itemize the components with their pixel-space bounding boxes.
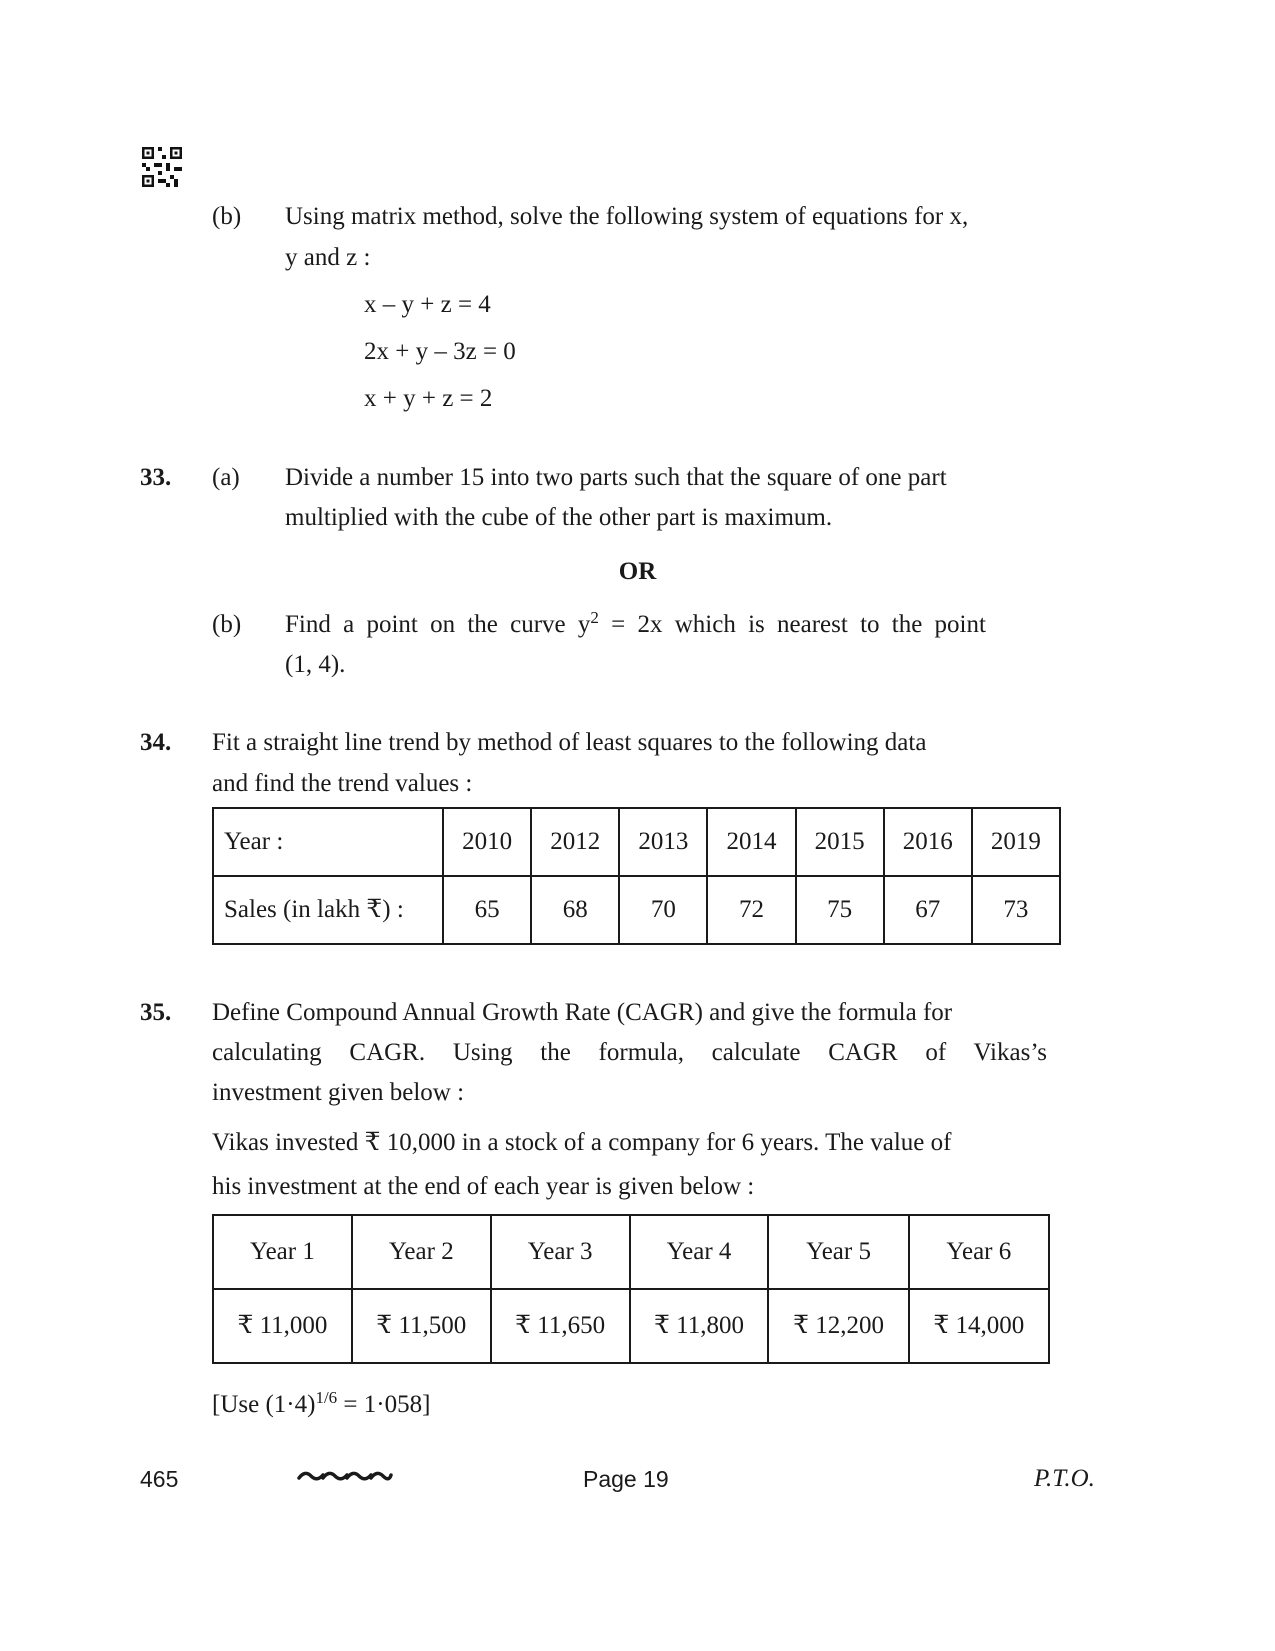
q35-number: 35. xyxy=(140,999,172,1026)
sales-row-label: Sales (in lakh ₹) : xyxy=(213,876,443,944)
value-cell: ₹ 11,800 xyxy=(630,1289,769,1363)
q35-line2: calculating CAGR. Using the formula, calculate CAGR of Vikas’s xyxy=(212,1039,1047,1066)
q35-line3: investment given below : xyxy=(212,1079,465,1106)
q34-line1: Fit a straight line trend by method of least squares to the following data xyxy=(212,729,927,756)
value-cell: ₹ 11,000 xyxy=(213,1289,352,1363)
year-cell: 2015 xyxy=(796,808,884,876)
page-number: Page 19 xyxy=(583,1466,669,1492)
cagr-hint: [Use $(1\cdot 4)^{1/6} = 1\cdot 058$] xyxy=(212,1388,431,1418)
pto-label: P.T.O. xyxy=(1034,1465,1095,1492)
year-row-label: Year : xyxy=(213,808,443,876)
q32b-label: (b) xyxy=(212,203,242,230)
year-cell: 2013 xyxy=(619,808,707,876)
q34-number: 34. xyxy=(140,729,172,756)
table-row xyxy=(213,1289,1049,1363)
value-cell: ₹ 11,650 xyxy=(491,1289,630,1363)
sales-cell: 70 xyxy=(619,876,707,944)
q35-line1: Define Compound Annual Growth Rate (CAGR) and give the formula for xyxy=(212,999,953,1026)
year-cell: 2010 xyxy=(443,808,531,876)
equation-2: 2x + y – 3z = 0 xyxy=(364,338,516,365)
value-cell: ₹ 12,200 xyxy=(768,1289,908,1363)
year-header-cell: Year 1 xyxy=(213,1215,352,1289)
equation-3: x + y + z = 2 xyxy=(364,385,493,412)
q34-line2: and find the trend values : xyxy=(212,770,473,797)
q33-number: 33. xyxy=(140,464,172,491)
sales-cell: 73 xyxy=(972,876,1060,944)
sales-cell: 68 xyxy=(531,876,619,944)
table-row xyxy=(213,876,1060,944)
paper-code: 465 xyxy=(140,1466,179,1492)
or-separator: OR xyxy=(618,558,657,585)
table-row xyxy=(213,1215,1049,1289)
sales-cell: 75 xyxy=(796,876,884,944)
sales-cell: 67 xyxy=(884,876,972,944)
value-cell: ₹ 14,000 xyxy=(909,1289,1049,1363)
q32b-line2: y and z : xyxy=(285,244,371,271)
year-cell: 2012 xyxy=(531,808,619,876)
year-header-cell: Year 6 xyxy=(909,1215,1049,1289)
q35-line4: Vikas invested ₹ 10,000 in a stock of a company for 6 years. The value of xyxy=(212,1129,952,1156)
value-cell: ₹ 11,500 xyxy=(352,1289,491,1363)
year-header-cell: Year 5 xyxy=(768,1215,908,1289)
sales-table xyxy=(212,807,1061,945)
equation-1: x – y + z = 4 xyxy=(364,291,491,318)
investment-table xyxy=(212,1214,1050,1364)
year-header-cell: Year 4 xyxy=(630,1215,769,1289)
tilde-ornament-icon xyxy=(297,1466,393,1486)
qr-code-image xyxy=(142,147,182,187)
q33b-line2: (1, 4). xyxy=(285,651,346,678)
q33a-label: (a) xyxy=(212,464,240,491)
table-row xyxy=(213,808,1060,876)
q33b-line1: Find a point on the curve $y^2 = 2x$ which is nearest to the point xyxy=(285,608,986,638)
q33a-line1: Divide a number 15 into two parts such that the square of one part xyxy=(285,464,947,491)
q32b-line1: Using matrix method, solve the following system of equations for x, xyxy=(285,203,969,230)
year-cell: 2016 xyxy=(884,808,972,876)
year-cell: 2014 xyxy=(707,808,795,876)
sales-cell: 65 xyxy=(443,876,531,944)
q33b-label: (b) xyxy=(212,611,242,638)
q35-line5: his investment at the end of each year is given below : xyxy=(212,1173,755,1200)
q33a-line2: multiplied with the cube of the other part is maximum. xyxy=(285,504,833,531)
sales-cell: 72 xyxy=(707,876,795,944)
year-cell: 2019 xyxy=(972,808,1060,876)
year-header-cell: Year 2 xyxy=(352,1215,491,1289)
year-header-cell: Year 3 xyxy=(491,1215,630,1289)
